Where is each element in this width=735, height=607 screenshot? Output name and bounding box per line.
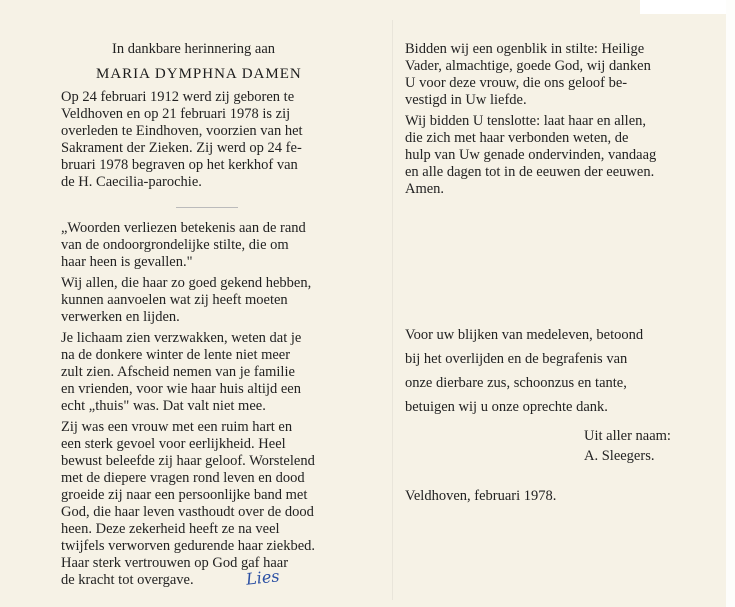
poem-line: van de ondoorgrondelijke stilte, die om [61, 237, 289, 253]
bio-line: overleden te Eindhoven, voorzien van het [61, 123, 303, 139]
bio-line: Veldhoven en op 21 februari 1978 is zij [61, 106, 291, 122]
poem-line: Wij allen, die haar zo goed gekend hebben, [61, 275, 312, 291]
thanks-line: bij het overlijden en de begrafenis van [405, 351, 628, 367]
poem-line: twijfels verworven gedurende haar ziekbed. [61, 538, 316, 554]
poem-line: met de diepere vragen rond leven en dood [61, 470, 305, 486]
poem-line: groeide zij naar een persoonlijke band met [61, 487, 308, 503]
poem-line: een sterk gevoel voor eerlijkheid. Heel [61, 436, 286, 452]
poem-line: echt „thuis" was. Dat valt niet mee. [61, 398, 266, 414]
scan-edge [640, 0, 735, 14]
poem-line: Haar sterk vertrouwen op God gaf haar [61, 555, 289, 571]
prayer-line: Wij bidden U tenslotte: laat haar en allen, [405, 113, 646, 129]
prayer-line: Bidden wij een ogenblik in stilte: Heilige [405, 41, 645, 57]
prayer-line: Amen. [405, 181, 445, 197]
handwritten-signature: Lies [245, 566, 281, 589]
sign-off-label: Uit aller naam: [584, 428, 671, 444]
prayer-line: U voor deze vrouw, die ons geloof be- [405, 75, 628, 91]
poem-line: Je lichaam zien verzwakken, weten dat je [61, 330, 302, 346]
deceased-name: MARIA DYMPHNA DAMEN [96, 66, 302, 82]
poem-line: verwerken en lijden. [61, 309, 180, 325]
intro-text: In dankbare herinnering aan [112, 41, 276, 57]
poem-line: God, die haar leven vasthoudt over de dood [61, 504, 314, 520]
bio-line: Sakrament der Zieken. Zij werd op 24 fe- [61, 140, 302, 156]
prayer-line: Vader, almachtige, goede God, wij danken [405, 58, 651, 74]
prayer-line: hulp van Uw genade ondervinden, vandaag [405, 147, 657, 163]
poem-line: bewust beleefde zij haar geloof. Worstelend [61, 453, 315, 469]
divider [176, 207, 238, 208]
poem-line: kunnen aanvoelen wat zij heeft moeten [61, 292, 288, 308]
bio-line: de H. Caecilia-parochie. [61, 174, 202, 190]
poem-line: „Woorden verliezen betekenis aan de rand [61, 220, 306, 236]
thanks-line: onze dierbare zus, schoonzus en tante, [405, 375, 627, 391]
poem-line: haar heen is gevallen." [61, 254, 193, 270]
poem-line: en vrienden, voor wie haar huis altijd een [61, 381, 301, 397]
prayer-line: vestigd in Uw liefde. [405, 92, 527, 108]
bio-line: bruari 1978 begraven op het kerkhof van [61, 157, 298, 173]
scan-edge [726, 0, 735, 607]
sign-off-name: A. Sleegers. [584, 448, 655, 464]
prayer-line: en alle dagen tot in de eeuwen der eeuwen. [405, 164, 655, 180]
thanks-line: Voor uw blijken van medeleven, betoond [405, 327, 644, 343]
bio-line: Op 24 februari 1912 werd zij geboren te [61, 89, 295, 105]
poem-line: de kracht tot overgave. [61, 572, 194, 588]
prayer-line: die zich met haar verbonden weten, de [405, 130, 629, 146]
card-fold [392, 20, 393, 600]
thanks-line: betuigen wij u onze oprechte dank. [405, 399, 608, 415]
poem-line: Zij was een vrouw met een ruim hart en [61, 419, 293, 435]
poem-line: zult zien. Afscheid nemen van je familie [61, 364, 295, 380]
poem-line: na de donkere winter de lente niet meer [61, 347, 291, 363]
place-date: Veldhoven, februari 1978. [405, 488, 557, 504]
poem-line: heen. Deze zekerheid heeft ze na veel [61, 521, 280, 537]
